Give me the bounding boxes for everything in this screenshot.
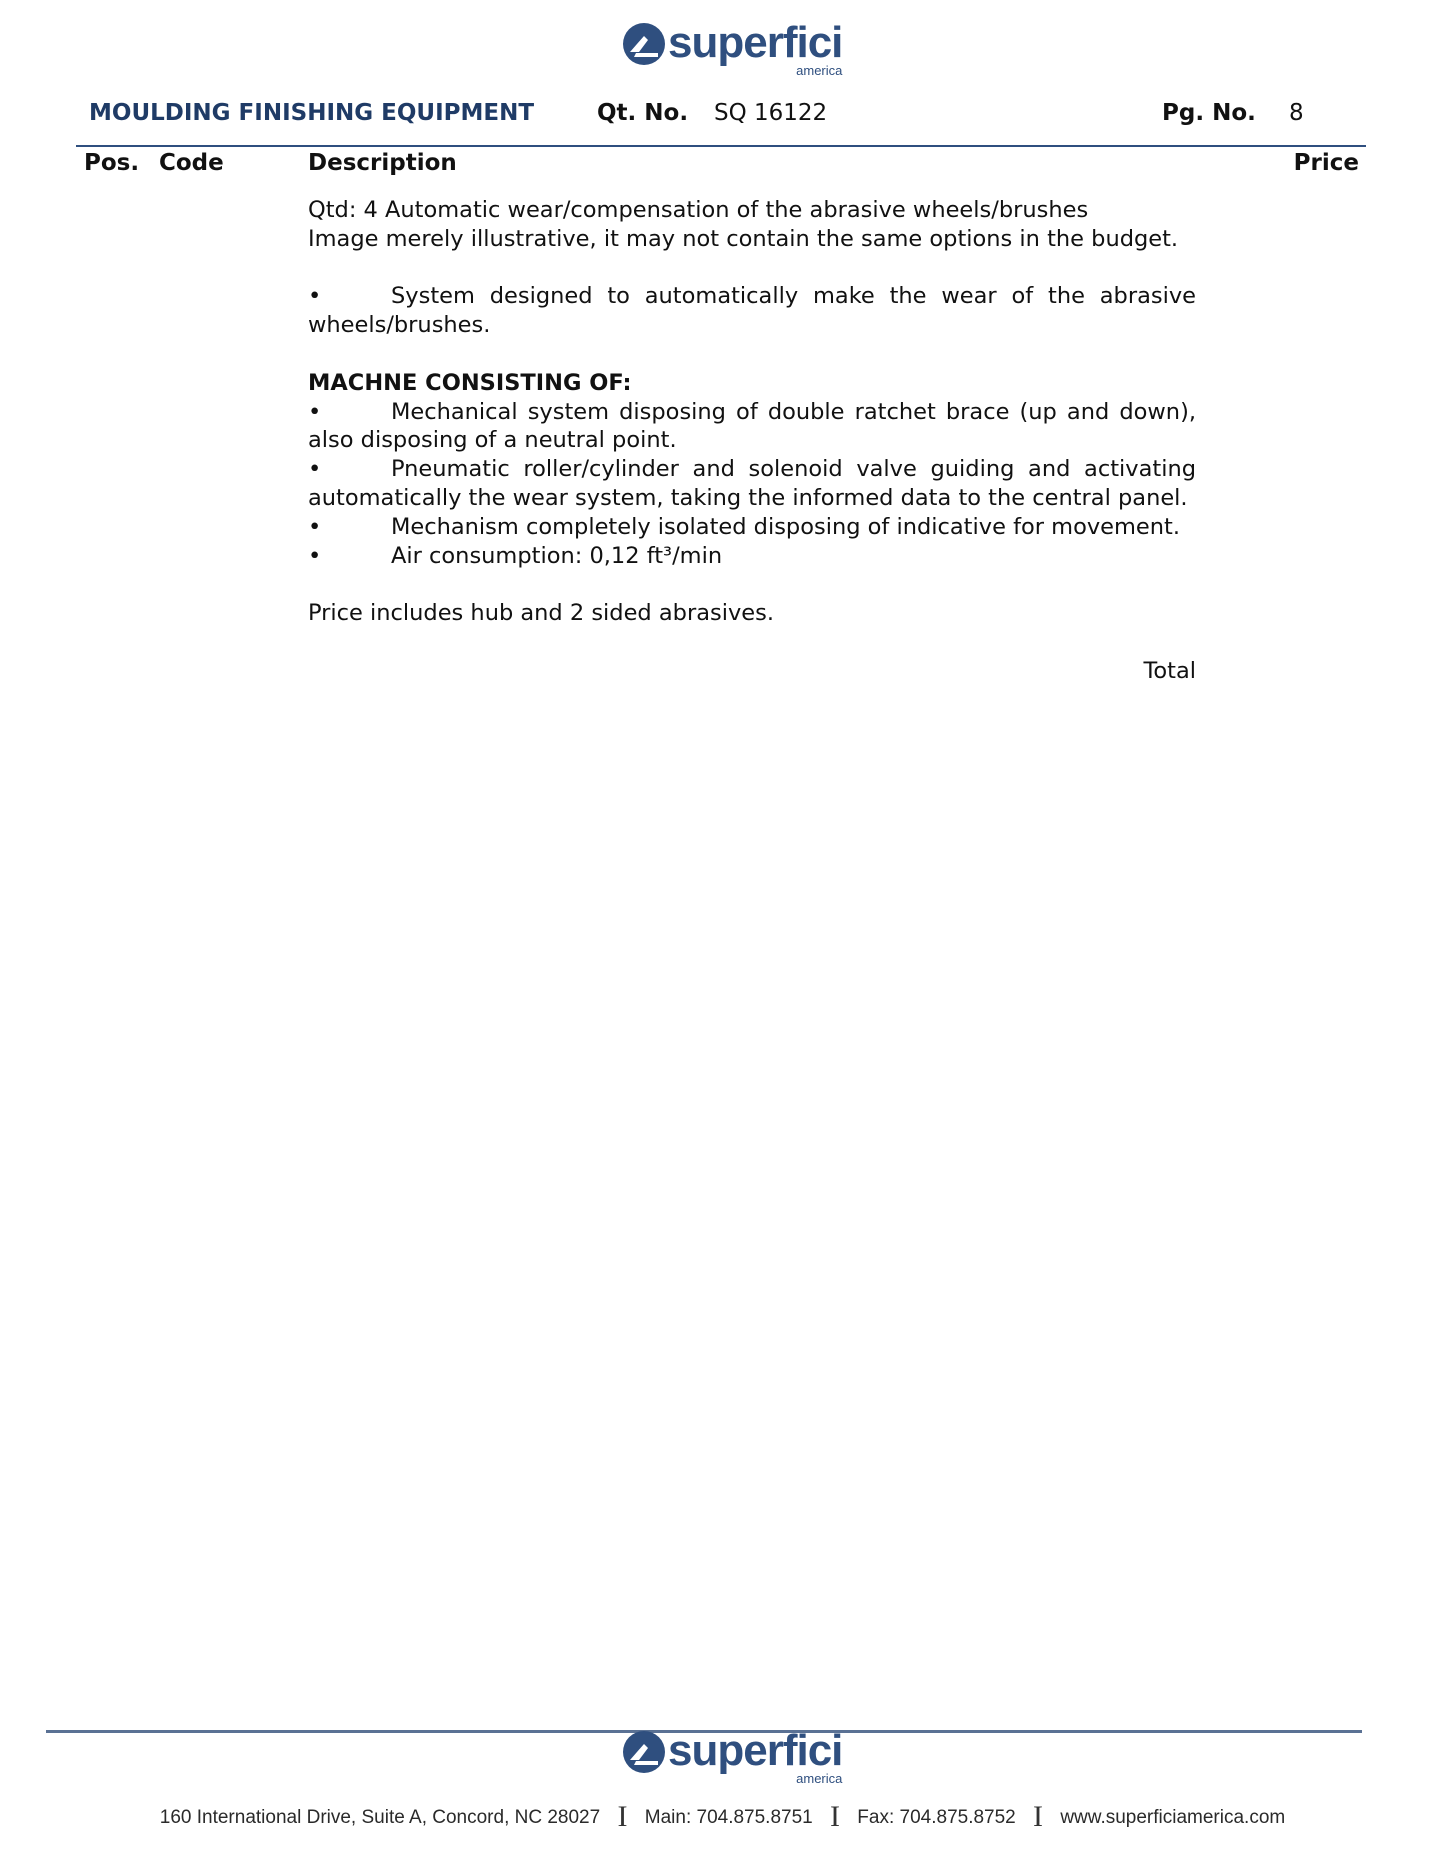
footer-contact <box>0 1800 1445 1834</box>
list-item <box>308 398 1196 456</box>
bullet-icon: • <box>308 542 322 569</box>
page-number-label: Pg. No. <box>1162 100 1256 126</box>
header-divider <box>76 145 1366 147</box>
bullet-icon: • <box>308 283 322 310</box>
footer-website-link[interactable]: www.superficiamerica.com <box>1060 1807 1286 1828</box>
bullet-text: System designed to automatically make the wear of the abrasive wheels/brushes. <box>308 283 1196 339</box>
price-note: Price includes hub and 2 sided abrasives. <box>308 600 774 627</box>
company-logo <box>622 18 843 78</box>
section-title: MOULDING FINISHING EQUIPMENT <box>89 100 535 126</box>
logo-wordmark: superfici <box>668 18 843 67</box>
bullet-icon: • <box>308 398 322 425</box>
footer-logo <box>622 1726 843 1786</box>
list-item <box>308 455 1196 513</box>
footer-main-phone: Main: 704.875.8751 <box>644 1807 813 1828</box>
footer-separator: I <box>617 1800 628 1833</box>
column-headers <box>0 150 1445 182</box>
footer-separator: I <box>830 1800 841 1833</box>
list-item <box>308 513 1196 542</box>
quote-number-label: Qt. No. <box>597 100 689 126</box>
superfici-logo-icon <box>622 1730 666 1774</box>
footer-separator: I <box>1033 1800 1044 1833</box>
superfici-logo-icon <box>622 22 666 66</box>
bullet-text: Air consumption: 0,12 ft³/min <box>391 542 723 569</box>
column-header-pos: Pos. <box>84 150 140 176</box>
logo-subtitle: america <box>796 1771 843 1786</box>
bullet-text: Mechanism completely isolated disposing of indicative for movement. <box>391 513 1180 540</box>
bullet-icon: • <box>308 456 322 483</box>
bullet-text: Pneumatic roller/cylinder and solenoid valve guiding and activating automatically the wear system, taking the informed data to the central panel. <box>308 456 1196 511</box>
quantity-line: Qtd: 4 Automatic wear/compensation of the abrasive wheels/brushes <box>308 197 1089 223</box>
list-item <box>308 282 1196 340</box>
list-item <box>308 542 1196 571</box>
logo-subtitle: america <box>796 63 843 78</box>
column-header-description: Description <box>308 150 457 176</box>
illustrative-note: Image merely illustrative, it may not contain the same options in the budget. <box>308 225 1179 252</box>
bullet-text: Mechanical system disposing of double ratchet brace (up and down), also disposing of a neutral point. <box>308 398 1196 454</box>
machine-components-heading: MACHNE CONSISTING OF: <box>308 369 632 396</box>
column-header-code: Code <box>159 150 224 176</box>
logo-wordmark: superfici <box>668 1726 843 1775</box>
footer-address: 160 International Drive, Suite A, Concord, NC 28027 <box>159 1807 601 1828</box>
bullet-icon: • <box>308 513 322 540</box>
total-label: Total <box>1143 657 1196 684</box>
column-header-price: Price <box>1293 150 1359 176</box>
page-number-value: 8 <box>1289 100 1304 126</box>
footer-fax: Fax: 704.875.8752 <box>857 1807 1016 1828</box>
item-description <box>308 196 1196 686</box>
document-header <box>0 100 1445 132</box>
quote-number-value: SQ 16122 <box>714 100 828 126</box>
